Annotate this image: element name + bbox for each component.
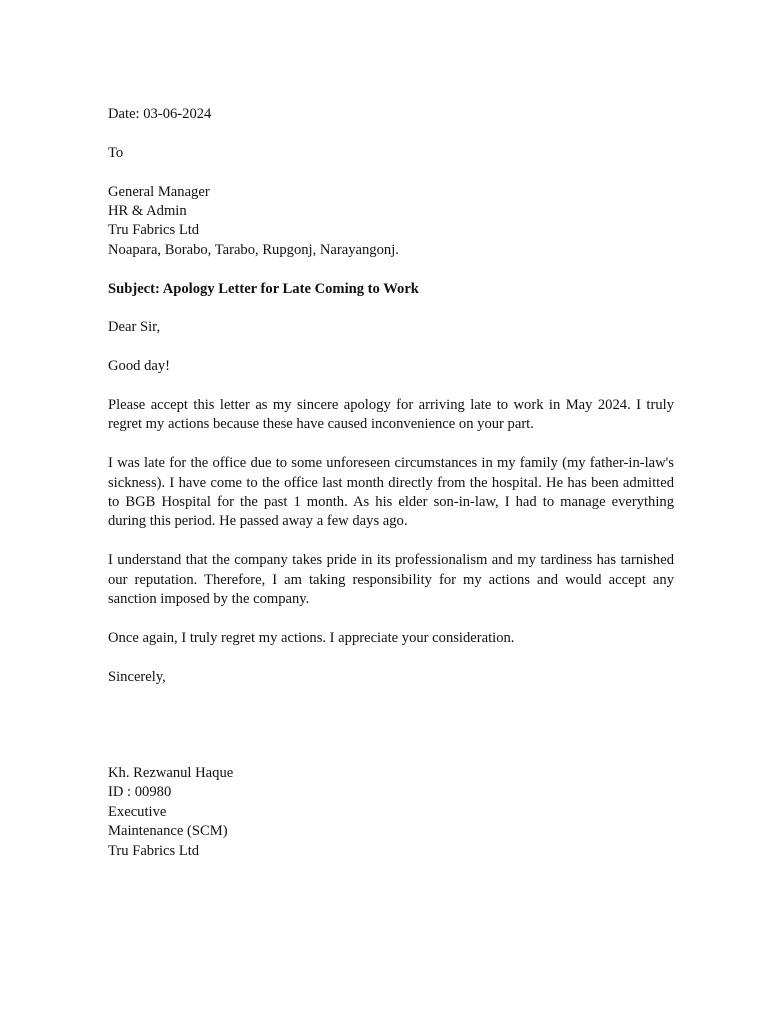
paragraph-regret: Once again, I truly regret my actions. I appreciate your consideration.	[108, 629, 515, 646]
sender-id: ID : 00980	[108, 784, 172, 801]
letter-body	[108, 105, 674, 861]
salutation: Dear Sir,	[108, 319, 161, 336]
closing: Sincerely,	[108, 668, 166, 685]
letter-date: Date: 03-06-2024	[108, 106, 212, 122]
recipient-block	[108, 183, 674, 261]
paragraph-apology: Please accept this letter as my sincere apology for arriving late to work in May 2024. I truly regret my actions because these have caused inconvenience on your part.	[108, 397, 674, 433]
to-label: To	[108, 144, 124, 161]
recipient-department: HR & Admin	[108, 203, 187, 219]
recipient-address: Noapara, Borabo, Tarabo, Rupgonj, Narayangonj.	[108, 241, 399, 258]
greeting: Good day!	[108, 358, 171, 375]
letter-subject: Subject: Apology Letter for Late Coming to Work	[108, 280, 419, 297]
sender-designation: Executive	[108, 803, 167, 820]
sender-company: Tru Fabrics Ltd	[108, 842, 200, 859]
paragraph-reason: I was late for the office due to some unforeseen circumstances in my family (my father-in-law's sickness). I have come to the office last month directly from the hospital. He has been admitted to BGB Hospital for the past 1 month. As his elder son-in-law, I had to manage everything during this period. He passed away a few days ago.	[108, 455, 674, 530]
recipient-company: Tru Fabrics Ltd	[108, 222, 200, 239]
sender-block	[108, 764, 674, 861]
sender-name: Kh. Rezwanul Haque	[108, 765, 234, 782]
sender-department: Maintenance (SCM)	[108, 823, 228, 840]
recipient-title: General Manager	[108, 183, 210, 200]
paragraph-responsibility: I understand that the company takes pride in its professionalism and my tardiness has tarnished our reputation. Therefore, I am taking responsibility for my actions and would accept any sanction imposed by the company.	[108, 552, 674, 608]
